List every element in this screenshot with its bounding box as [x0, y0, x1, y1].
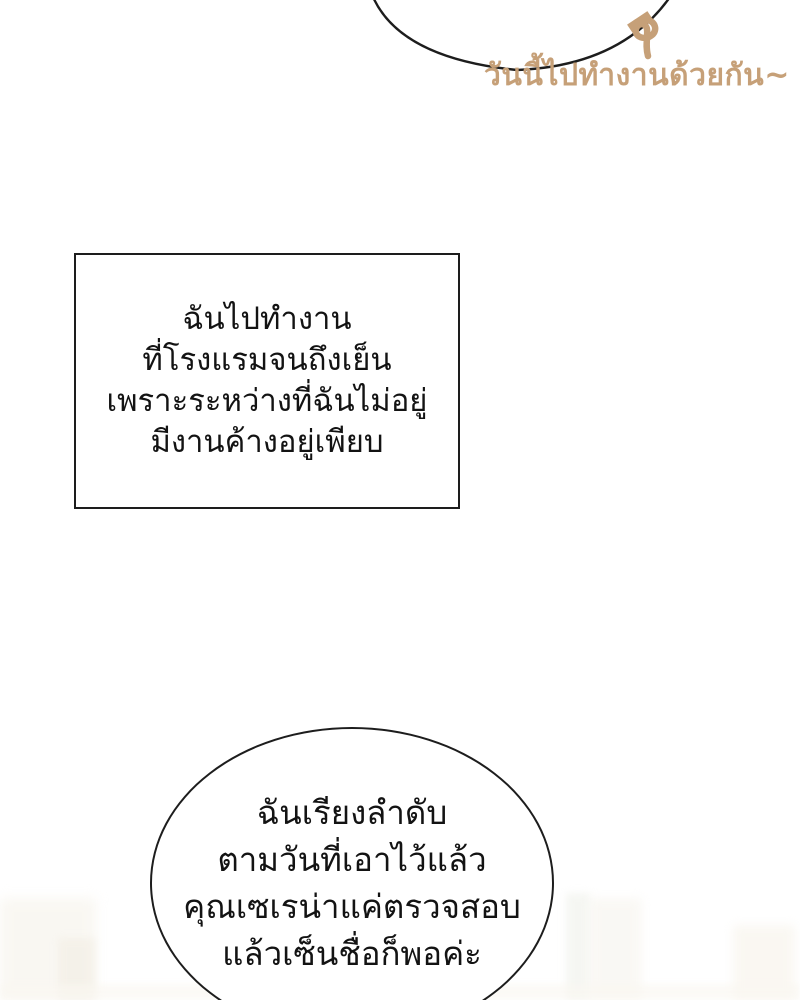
narration-box: [74, 253, 460, 509]
narration-line: ที่โรงแรมจนถึงเย็น: [142, 342, 392, 378]
offscreen-dialogue-text: วันนี้ไปทำงานด้วยกัน~: [484, 58, 790, 93]
speech-line: ฉันเรียงลำดับ: [256, 793, 448, 832]
narration-line: ฉันไปทำงาน: [182, 301, 352, 337]
speech-line: คุณเซเรน่าแค่ตรวจสอบ: [183, 887, 521, 926]
narration-line: มีงานค้างอยู่เพียบ: [150, 424, 384, 460]
background-tint: [58, 938, 96, 1000]
speech-bubble: [150, 727, 554, 1000]
speech-line: แล้วเซ็นชื่อก็พอค่ะ: [222, 934, 482, 973]
curl-flourish-icon: [620, 8, 672, 64]
speech-line: ตามวันที่เอาไว้แล้ว: [217, 840, 487, 879]
background-tint: [0, 898, 96, 1000]
background-tint: [733, 925, 795, 1000]
background-tint: [590, 898, 642, 1000]
background-tint: [566, 893, 590, 1000]
narration-line: เพราะระหว่างที่ฉันไม่อยู่: [106, 383, 428, 419]
